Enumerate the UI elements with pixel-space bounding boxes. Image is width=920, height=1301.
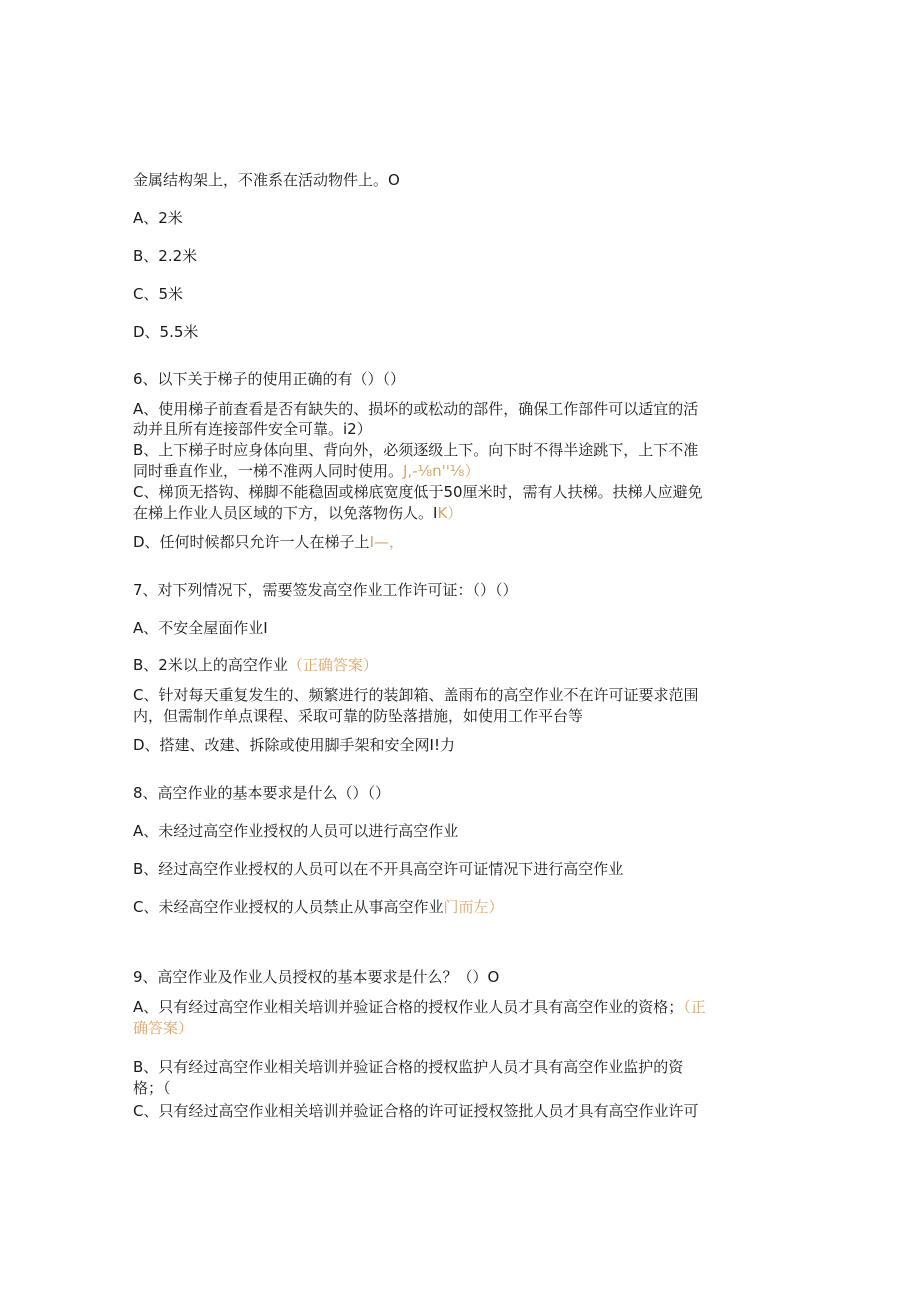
option-line: 内，但需制作单点课程、采取可靠的防坠落措施，如使用工作平台等 — [133, 707, 584, 725]
question-9: 9、高空作业及作业人员授权的基本要求是什么？（）O — [133, 968, 500, 986]
option-line: D、搭建、改建、拆除或使用脚手架和安全网I!力 — [133, 736, 455, 754]
option-line: 格；（ — [133, 1079, 171, 1097]
option-line: B、只有经过高空作业相关培训并验证合格的授权监护人员才具有高空作业监护的资 — [133, 1058, 684, 1076]
option-line: B、2.2米 — [133, 247, 198, 265]
option-line: A、只有经过高空作业相关培训并验证合格的授权作业人员才具有高空作业的资格；（正 — [133, 998, 706, 1016]
option-line: C、5米 — [133, 285, 184, 303]
option-line: 在梯上作业人员区域的下方，以免落物伤人。IK） — [133, 504, 463, 522]
question-8: 8、高空作业的基本要求是什么（）（） — [133, 784, 391, 802]
option-line: 确答案） — [133, 1019, 194, 1037]
option-line: C、针对每天重复发生的、频繁进行的装卸箱、盖雨布的高空作业不在许可证要求范围 — [133, 686, 699, 704]
option-line: B、上下梯子时应身体向里、背向外，必须逐级上下。向下时不得半途跳下，上下不准 — [133, 441, 699, 459]
option-line: B、经过高空作业授权的人员可以在不开具高空许可证情况下进行高空作业 — [133, 860, 624, 878]
option-line: A、未经过高空作业授权的人员可以进行高空作业 — [133, 822, 459, 840]
option-line: 动并且所有连接部件安全可靠。i2） — [133, 420, 372, 438]
option-line: B、2米以上的高空作业（正确答案） — [133, 656, 378, 674]
option-line: 同时垂直作业，一梯不准两人同时使用。J,-⅛n''⅛） — [133, 462, 480, 480]
option-line: D、5.5米 — [133, 323, 199, 341]
option-line: A、不安全屋面作业I — [133, 619, 268, 637]
option-line: C、只有经过高空作业相关培训并验证合格的许可证授权签批人员才具有高空作业许可 — [133, 1102, 699, 1120]
question-7: 7、对下列情况下，需要签发高空作业工作许可证：（）（） — [133, 581, 518, 599]
option-line: C、梯顶无搭钩、梯脚不能稳固或梯底宽度低于50厘米时，需有人扶梯。扶梯人应避免 — [133, 483, 703, 501]
option-line: A、使用梯子前查看是否有缺失的、损坏的或松动的部件，确保工作部件可以适宜的活 — [133, 400, 699, 418]
option-line: C、未经高空作业授权的人员禁止从事高空作业门而左） — [133, 898, 504, 916]
question-6: 6、以下关于梯子的使用正确的有（）（） — [133, 370, 406, 388]
option-line: D、任何时候都只允许一人在梯子上I—， — [133, 533, 404, 551]
text-line: 金属结构架上，不准系在活动物件上。O — [133, 171, 400, 189]
option-line: A、2米 — [133, 209, 183, 227]
